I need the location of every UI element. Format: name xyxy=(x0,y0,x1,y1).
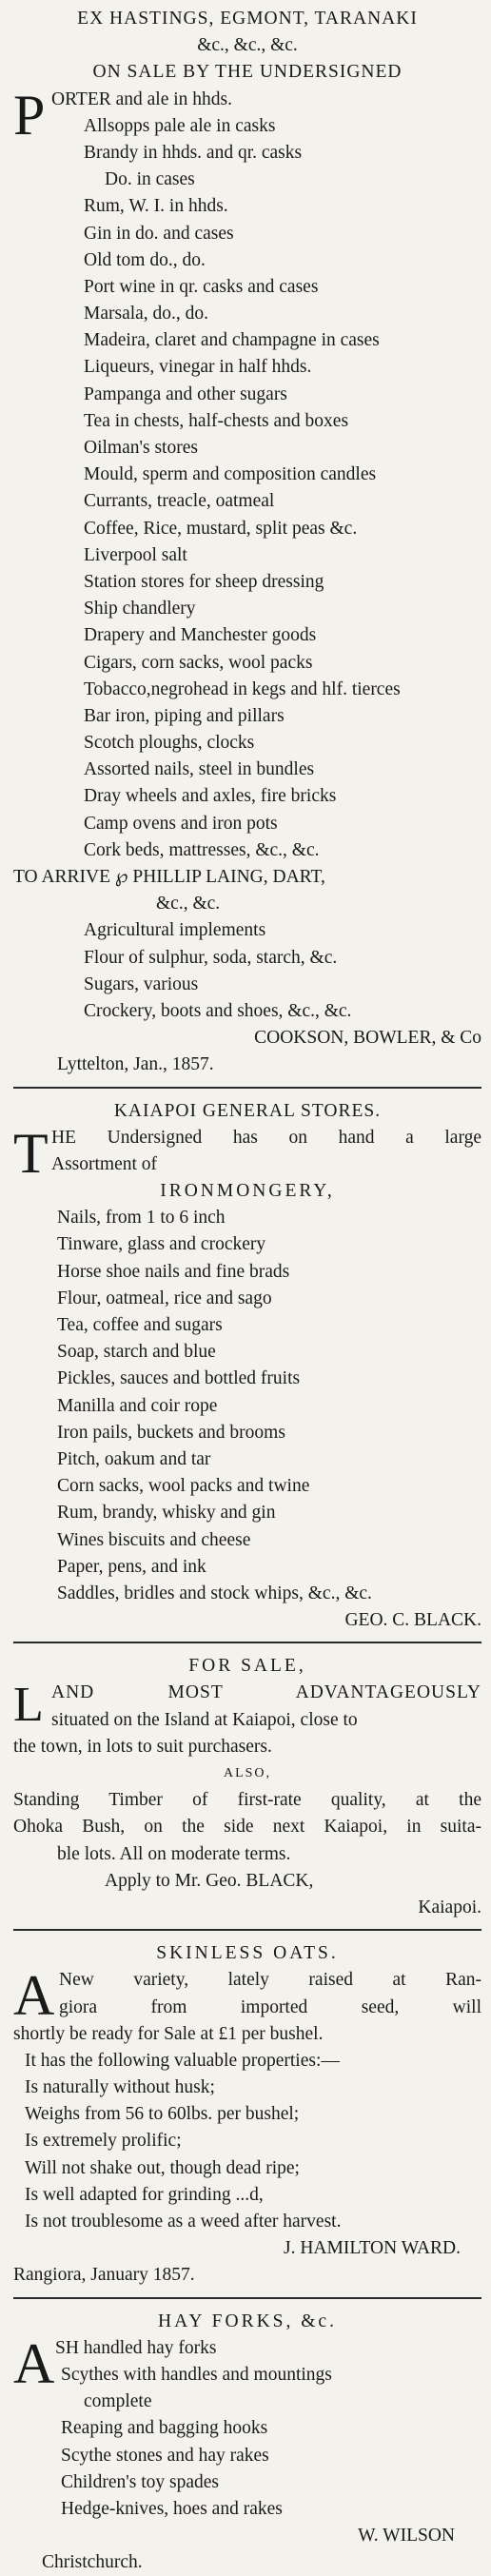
list-item: Coffee, Rice, mustard, split peas &c. xyxy=(84,518,358,539)
ad-heading: SKINLESS OATS. xyxy=(156,1943,339,1964)
first-line: AND MOST ADVANTAGEOUSLY xyxy=(51,1682,481,1703)
list-item: Manilla and coir rope xyxy=(57,1395,218,1416)
arrive-sub: &c., &c. xyxy=(156,894,221,914)
list-item: Oilman's stores xyxy=(84,438,198,458)
ad-heading: KAIAPOI GENERAL STORES. xyxy=(113,1100,382,1121)
list-item: Crockery, boots and shoes, &c., &c. xyxy=(84,1000,352,1021)
list-item: Do. in cases xyxy=(105,169,195,190)
first-line: ORTER and ale in hhds. xyxy=(51,88,233,109)
second-line: Scythes with handles and mountings xyxy=(61,2364,332,2385)
list-item: Wines biscuits and cheese xyxy=(57,1529,251,1550)
list-item: Madeira, claret and champagne in cases xyxy=(84,330,380,351)
ad-heading: EX HASTINGS, EGMONT, TARANAKI xyxy=(77,9,418,29)
list-item: Cork beds, mattresses, &c., &c. xyxy=(84,839,320,860)
first-line: New variety, lately raised at Ran- xyxy=(59,1970,481,1991)
body-line: Weighs from 56 to 60lbs. per bushel; xyxy=(25,2104,300,2125)
drop-cap: P xyxy=(13,83,46,147)
body-line: Is extremely prolific; xyxy=(25,2131,182,2152)
ad-heading: FOR SALE, xyxy=(188,1656,306,1677)
list-item: Corn sacks, wool packs and twine xyxy=(57,1476,310,1497)
list-item: Brandy in hhds. and qr. casks xyxy=(84,142,303,163)
signature: GEO. C. BLACK. xyxy=(344,1610,481,1631)
divider xyxy=(13,1087,481,1089)
first-line: HE Undersigned has on hand a large xyxy=(51,1127,481,1148)
ad-intro: ON SALE BY THE UNDERSIGNED xyxy=(92,62,403,83)
dropcap-block xyxy=(13,1121,481,1185)
ad-hastings-egmont xyxy=(13,6,481,1079)
list-item: Tea in chests, half-chests and boxes xyxy=(84,410,349,431)
body-line: ble lots. All on moderate terms. xyxy=(57,1843,291,1864)
ad-subheading: &c., &c., &c. xyxy=(197,35,298,56)
list-item: Scythe stones and hay rakes xyxy=(61,2445,269,2466)
list-item: Mould, sperm and composition candles xyxy=(84,464,377,485)
dropcap-block xyxy=(13,1964,481,2028)
list-item: Flour, oatmeal, rice and sago xyxy=(57,1288,272,1308)
list-item: Saddles, bridles and stock whips, &c., &c. xyxy=(57,1583,372,1603)
list-item: Tobacco,negrohead in kegs and hlf. tierces xyxy=(84,678,401,699)
arrive-line: TO ARRIVE ℘ PHILLIP LAING, DART, xyxy=(13,867,325,887)
dropcap-block xyxy=(13,1680,481,1733)
list-item: Hedge-knives, hoes and rakes xyxy=(61,2498,283,2519)
apply-line: Apply to Mr. Geo. BLACK, xyxy=(105,1870,314,1891)
dropcap-block xyxy=(13,83,481,147)
list-item: Pitch, oakum and tar xyxy=(57,1448,211,1469)
list-item: Dray wheels and axles, fire bricks xyxy=(84,786,337,807)
list-item: Nails, from 1 to 6 inch xyxy=(57,1208,226,1229)
list-item: Paper, pens, and ink xyxy=(57,1556,206,1577)
first-line: SH handled hay forks xyxy=(55,2337,217,2358)
signature: COOKSON, BOWLER, & Co xyxy=(254,1028,481,1049)
body-line: Is not troublesome as a weed after harvest. xyxy=(25,2212,342,2232)
list-item: Pampanga and other sugars xyxy=(84,383,287,404)
dateline: Rangiora, January 1857. xyxy=(13,2265,195,2286)
list-item: Tea, coffee and sugars xyxy=(57,1315,223,1335)
list-item: Cigars, corn sacks, wool packs xyxy=(84,652,313,673)
list-item: Soap, starch and blue xyxy=(57,1342,216,1363)
body-line: Ohoka Bush, on the side next Kaiapoi, in suita- xyxy=(13,1817,481,1838)
second-line: giora from imported seed, will xyxy=(59,1996,481,2017)
list-item: Old tom do., do. xyxy=(84,249,206,270)
list-item: Horse shoe nails and fine brads xyxy=(57,1261,290,1282)
list-item: Children's toy spades xyxy=(61,2471,219,2492)
body-line: Is well adapted for grinding ...d, xyxy=(25,2184,264,2205)
dropcap-block xyxy=(13,2331,481,2395)
list-item: Liqueurs, vinegar in half hhds. xyxy=(84,357,312,378)
place: Christchurch. xyxy=(42,2552,143,2573)
body-line: Is naturally without husk; xyxy=(25,2077,215,2098)
list-item: Reaping and bagging hooks xyxy=(61,2418,268,2439)
signature: J. HAMILTON WARD. xyxy=(284,2238,461,2259)
body-line: situated on the Island at Kaiapoi, close to xyxy=(51,1709,358,1730)
body-line: Standing Timber of first-rate quality, at the xyxy=(13,1790,481,1811)
body-line: It has the following valuable properties:— xyxy=(25,2050,340,2071)
drop-cap: A xyxy=(13,2331,55,2395)
divider xyxy=(13,2297,481,2299)
body-line: shortly be ready for Sale at £1 per bushel. xyxy=(13,2023,324,2044)
list-item: Bar iron, piping and pillars xyxy=(84,705,285,726)
list-item: Agricultural implements xyxy=(84,920,266,941)
body-line: the town, in lots to suit purchasers. xyxy=(13,1736,272,1757)
ad-for-sale xyxy=(13,1653,481,1921)
ad-hay-forks xyxy=(13,2309,481,2576)
body-line: Will not shake out, though dead ripe; xyxy=(25,2157,300,2178)
list-item: Station stores for sheep dressing xyxy=(84,571,324,592)
divider xyxy=(13,1642,481,1643)
ad-heading: HAY FORKS, &c. xyxy=(158,2311,337,2331)
list-item: Scotch ploughs, clocks xyxy=(84,733,255,754)
list-item: Assorted nails, steel in bundles xyxy=(84,759,315,780)
list-item: Ship chandlery xyxy=(84,599,196,619)
body-line: complete xyxy=(84,2391,152,2412)
drop-cap: L xyxy=(13,1678,44,1733)
list-item: Allsopps pale ale in casks xyxy=(84,115,276,136)
list-item: Flour of sulphur, soda, starch, &c. xyxy=(84,947,338,968)
list-item: Camp ovens and iron pots xyxy=(84,813,278,834)
list-item: Currants, treacle, oatmeal xyxy=(84,491,275,512)
list-item: Rum, brandy, whisky and gin xyxy=(57,1503,276,1524)
ad-kaiapoi-stores xyxy=(13,1098,481,1635)
list-item: Marsala, do., do. xyxy=(84,304,209,324)
ad-title: IRONMONGERY, xyxy=(160,1181,335,1202)
list-item: Iron pails, buckets and brooms xyxy=(57,1422,285,1443)
list-item: Pickles, sauces and bottled fruits xyxy=(57,1368,301,1389)
list-item: Liverpool salt xyxy=(84,544,187,565)
ad-skinless-oats xyxy=(13,1940,481,2289)
list-item: Rum, W. I. in hhds. xyxy=(84,196,228,217)
drop-cap: T xyxy=(13,1121,49,1185)
signature: W. WILSON xyxy=(358,2526,455,2547)
list-item: Tinware, glass and crockery xyxy=(57,1234,266,1255)
place: Kaiapoi. xyxy=(418,1897,481,1917)
also-label: ALSO, xyxy=(223,1766,272,1780)
drop-cap: A xyxy=(13,1964,55,2028)
list-item: Port wine in qr. casks and cases xyxy=(84,276,319,297)
list-item: Sugars, various xyxy=(84,973,199,994)
divider xyxy=(13,1929,481,1931)
second-line: Assortment of xyxy=(51,1153,158,1174)
list-item: Drapery and Manchester goods xyxy=(84,625,317,646)
dateline: Lyttelton, Jan., 1857. xyxy=(57,1054,214,1075)
list-item: Gin in do. and cases xyxy=(84,223,234,244)
